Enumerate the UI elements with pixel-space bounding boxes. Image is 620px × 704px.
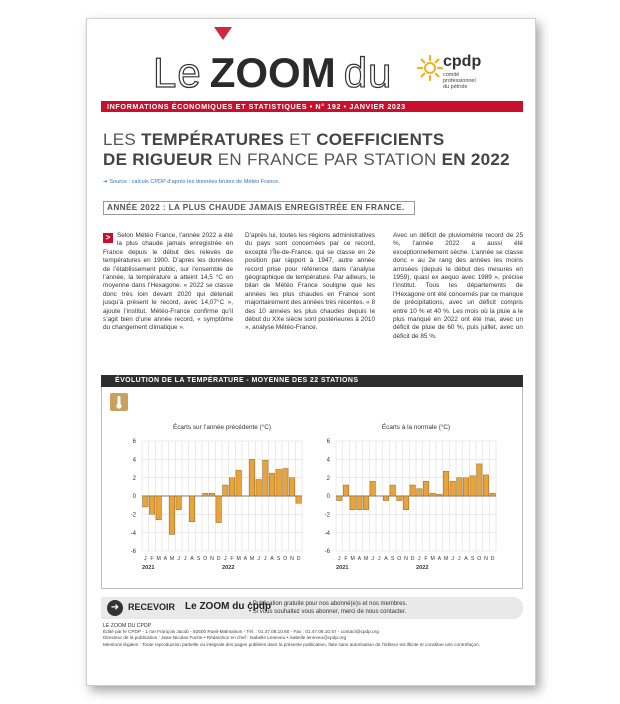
bar [337, 496, 342, 501]
x-tick-label: S [196, 556, 201, 562]
year-label: 2021 [142, 565, 155, 571]
x-tick-label: D [216, 556, 221, 562]
x-tick-label: J [338, 556, 341, 562]
bar [417, 489, 422, 496]
y-tick-label: -2 [130, 512, 136, 519]
x-tick-label: D [490, 556, 495, 562]
year-label: 2021 [336, 565, 349, 571]
chart-title: Écarts sur l’année précédente (°C) [172, 424, 272, 431]
x-tick-label: J [451, 556, 454, 562]
x-tick-label: F [230, 556, 234, 562]
x-tick-label: N [210, 556, 214, 562]
masthead [153, 49, 392, 95]
x-tick-label: D [410, 556, 415, 562]
bar [203, 493, 208, 496]
newsletter-page [86, 18, 536, 686]
section-banner: ANNÉE 2022 : LA PLUS CHAUDE JAMAIS ENREGISTRÉE EN FRANCE. [103, 201, 415, 215]
x-tick-label: J [184, 556, 187, 562]
header-notch [214, 27, 232, 40]
x-tick-label: S [470, 556, 475, 562]
chart-section-title: ÉVOLUTION DE LA TEMPÉRATURE - MOYENNE DES 22 STATIONS [101, 375, 523, 387]
bar [343, 485, 348, 496]
subscribe-brand: Le ZOOM du cpdp [185, 601, 272, 612]
bar [383, 496, 388, 501]
bar [410, 485, 415, 496]
x-tick-label: A [243, 556, 248, 562]
bar [229, 478, 234, 496]
bar [357, 496, 362, 510]
bar [403, 496, 408, 510]
sun-icon [417, 55, 443, 81]
arrow-icon: > [103, 233, 113, 243]
x-tick-label: J [144, 556, 147, 562]
bar [437, 494, 442, 496]
bar [223, 485, 228, 496]
x-tick-label: N [404, 556, 408, 562]
logo-wordmark: cpdp [443, 53, 482, 70]
subscribe-notes: • Publication gratuite pour nos abonné(e)s et nos membres. • Si vous souhaitez vous abonner, merci de nous contacter. [249, 601, 408, 615]
y-tick-label: 2 [326, 475, 330, 482]
info-bar: INFORMATIONS ÉCONOMIQUES ET STATISTIQUES • N° 192 • JANVIER 2023 [101, 101, 523, 112]
x-tick-label: M [236, 556, 241, 562]
y-tick-label: -4 [324, 530, 330, 537]
x-tick-label: M [249, 556, 255, 562]
year-label: 2022 [222, 565, 235, 571]
bar [430, 493, 435, 496]
y-tick-label: -6 [324, 549, 330, 556]
x-tick-label: J [378, 556, 381, 562]
bar [156, 496, 161, 520]
bar [263, 460, 268, 496]
bar [457, 478, 462, 496]
bar [236, 470, 241, 496]
bar [176, 496, 181, 510]
subscribe-strip[interactable] [101, 597, 523, 619]
bar [370, 481, 375, 496]
bar [450, 481, 455, 496]
x-tick-label: M [350, 556, 355, 562]
x-tick-label: A [190, 556, 194, 562]
bar [256, 480, 261, 497]
bar [443, 471, 448, 496]
footer: LE ZOOM DU CPDP Édité par le CPDP - 1 rue François Jacob - 92500 Rueil-Malmaison - Tél. : 01.47.08.10.60 - Fax : 01.47.08.10.57 - contact@cpdp.org Directeur de la publication : Jean-Nicolas Foche • Rédactrice en chef : Isabelle Leneveu • isabelle.leneveu@cpdp.org Mentions légales : Toute reproduction partielle ou intégrale des pages publiées dans la présente publication, faite sans autorisation de l’éditeur est illicite et constitue une contrefaçon. [103, 623, 480, 647]
x-tick-label: J [371, 556, 374, 562]
x-tick-label: D [296, 556, 301, 562]
x-tick-label: J [177, 556, 180, 562]
cpdp-logo [417, 55, 507, 95]
chart-normal [316, 415, 502, 585]
chart-title: Écarts à la normale (°C) [381, 424, 451, 431]
bar [363, 496, 368, 510]
x-tick-label: J [224, 556, 227, 562]
x-tick-label: A [464, 556, 468, 562]
x-tick-label: A [384, 556, 388, 562]
bar [216, 496, 221, 523]
masthead-du: du [343, 49, 393, 96]
x-tick-label: N [484, 556, 488, 562]
bar [276, 469, 281, 496]
y-tick-label: -2 [324, 512, 330, 519]
y-tick-label: 6 [326, 439, 330, 446]
x-tick-label: M [430, 556, 435, 562]
x-tick-label: F [424, 556, 428, 562]
x-tick-label: F [150, 556, 154, 562]
x-tick-label: A [163, 556, 168, 562]
thermometer-icon [110, 393, 128, 411]
x-tick-label: O [203, 556, 208, 562]
x-tick-label: J [458, 556, 461, 562]
y-tick-label: 0 [132, 494, 136, 501]
text-column-2: D’après lui, toutes les régions administratives du pays sont concernées par ce record, excepté l’Île-de-France, qui se classe en 2e position par rapport à 1947, autre année record prise pour référence dans l’analyse géographique de température. Par ailleurs, le bilan de Météo France souligne que les années les plus chaudes en France sont majoritairement des années très récentes. « 8 des 10 années les plus chaudes depuis le début du XXe siècle sont postérieures à 2010 », analyse Météo-France. [245, 232, 376, 332]
text-column-1: > Selon Météo France, l’année 2022 a été la plus chaude jamais enregistrée en France depuis le début des relevés de températures en 1900. D’après les données de l’établissement public, sur l’ensemble de l’année, la température a atteint 14,5 °C en moyenne dans l’Hexagone. « 2022 se classe donc très loin devant 2020 qui détenait jusqu’à présent le record, avec 14,07°C », ajoute l’institut. Météo-France confirme qu’il s’agit bien d’une année record, « symptôme du changement climatique ». [103, 232, 233, 332]
x-tick-label: O [283, 556, 288, 562]
bar [189, 496, 194, 522]
x-tick-label: A [437, 556, 442, 562]
chart-panel [101, 387, 523, 589]
bar [390, 485, 395, 496]
x-tick-label: S [276, 556, 281, 562]
bar [350, 496, 355, 510]
bar [296, 496, 301, 503]
x-tick-label: N [290, 556, 294, 562]
x-tick-label: A [357, 556, 362, 562]
bar [470, 476, 475, 496]
bar [423, 481, 428, 496]
bar [269, 473, 274, 496]
y-tick-label: 4 [132, 457, 136, 464]
bar [477, 464, 482, 496]
chart-previous-year-svg [122, 415, 308, 585]
y-tick-label: -6 [130, 549, 136, 556]
x-tick-label: M [156, 556, 161, 562]
x-tick-label: S [390, 556, 395, 562]
bar [169, 496, 174, 535]
x-tick-label: M [169, 556, 175, 562]
y-tick-label: 4 [326, 457, 330, 464]
bar [143, 496, 148, 507]
bar [397, 496, 402, 501]
x-tick-label: A [270, 556, 274, 562]
x-tick-label: J [264, 556, 267, 562]
masthead-zoom: ZOOM [209, 49, 336, 96]
subscribe-label[interactable]: RECEVOIR [128, 602, 176, 612]
masthead-le: Le [153, 49, 202, 96]
source-note: ➜ Source : calculs CPDP d’après les données brutes de Météo France. [103, 179, 280, 185]
bar [463, 478, 468, 496]
article-title: LES TEMPÉRATURES ET COEFFICIENTS DE RIGUEUR EN FRANCE PAR STATION EN 2022 [103, 130, 510, 169]
text-column-3: Avec un déficit de pluviométrie record de 25 %, l’année 2022 a aussi été exceptionnellement sèche. L’année se classe donc « au 2e rang des années les moins arrosées (depuis le début des mesures en 1959), quasi ex aequo avec 1989 », précise l’institut. Tous les départements de l’Hexagone ont été concernés par ce manque de précipitations, avec un déficit compris entre 10 % et 40 %. Les mois où la pluie a le plus manqué en 2022 ont été mai, avec un déficit de pluie de 60 %, puis juillet, avec un déficit de 85 %. [393, 232, 523, 340]
x-tick-label: M [363, 556, 369, 562]
bar [490, 493, 495, 496]
y-tick-label: -4 [130, 530, 136, 537]
bar [249, 459, 254, 496]
bar [483, 475, 488, 496]
x-tick-label: F [344, 556, 348, 562]
x-tick-label: J [418, 556, 421, 562]
logo-subtitle: comité professionnel du pétrole [443, 72, 476, 90]
y-tick-label: 0 [326, 494, 330, 501]
y-tick-label: 2 [132, 475, 136, 482]
y-tick-label: 6 [132, 439, 136, 446]
bar [149, 496, 154, 514]
x-tick-label: J [257, 556, 260, 562]
arrow-right-icon[interactable]: ➜ [107, 600, 123, 616]
bar [209, 493, 214, 496]
year-label: 2022 [416, 565, 429, 571]
x-tick-label: O [397, 556, 402, 562]
bar [283, 469, 288, 497]
chart-normal-svg [316, 415, 502, 585]
x-tick-label: O [477, 556, 482, 562]
bar [289, 478, 294, 496]
chart-previous-year [122, 415, 308, 585]
x-tick-label: M [443, 556, 449, 562]
